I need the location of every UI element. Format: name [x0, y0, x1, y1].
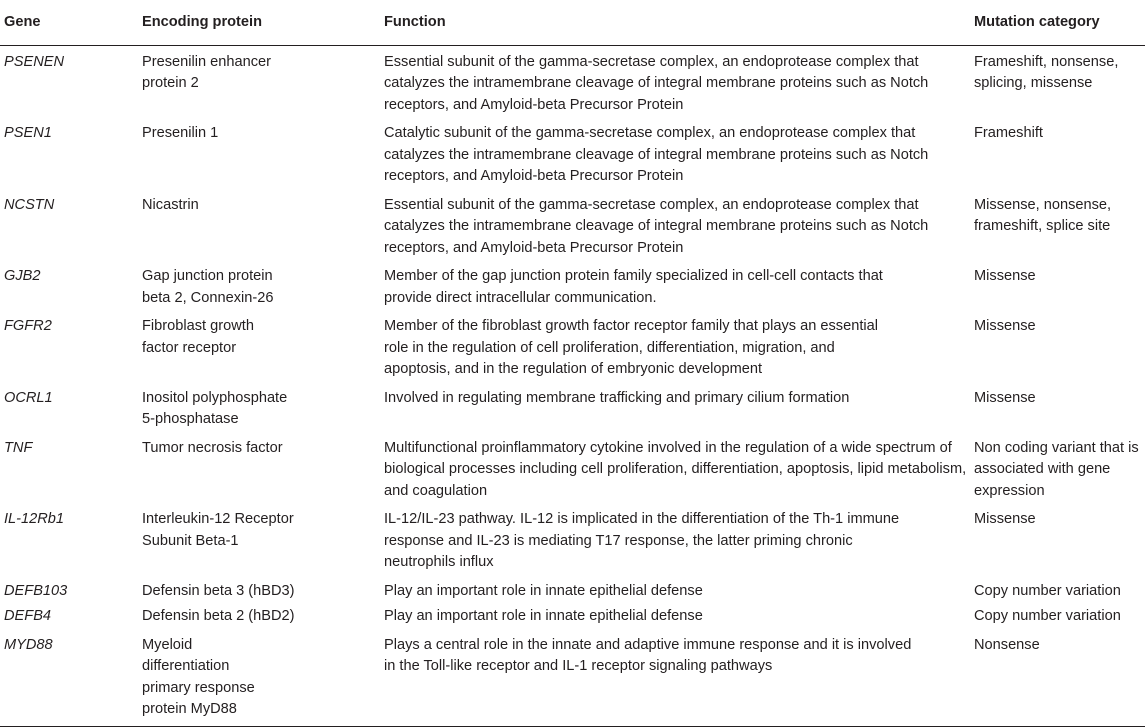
cell-mutation: Missense [974, 268, 1036, 284]
table-body [0, 45, 1145, 726]
cell-function: Catalytic subunit of the gamma-secretase complex, an endoprotease complex that catalyzes the intramembrane cleavage of integral membrane proteins such as Notch receptors, and Amyloid-beta Precursor Protein [384, 125, 929, 184]
cell-function: Involved in regulating membrane trafficking and primary cilium formation [384, 389, 850, 406]
cell-function [384, 311, 974, 383]
cell-function [384, 630, 974, 727]
cell-protein [142, 504, 384, 576]
cell-mutation: Missense [974, 511, 1036, 527]
cell-protein-text: Presenilin enhancer protein 2 [142, 53, 271, 91]
cell-gene: GJB2 [4, 268, 41, 284]
cell-gene: FGFR2 [4, 318, 52, 334]
table-header [0, 0, 1145, 45]
cell-function-text: IL-12/IL-23 pathway. IL-12 is implicated in the differentiation of the Th-1 immune response and IL-23 is mediating T17 response, the latter priming chronic neutrophils influx [384, 511, 900, 570]
cell-gene: DEFB103 [4, 582, 68, 599]
cell-function-text: Member of the fibroblast growth factor receptor family that plays an essential role in the regulation of cell proliferation, differentiation, migration, and apoptosis, and in the regulation of embryonic development [384, 318, 878, 377]
table-row [0, 576, 1145, 605]
cell-mutation: Nonsense [974, 630, 1145, 727]
header-protein: Encoding protein [142, 0, 384, 45]
cell-gene: TNF [4, 439, 33, 456]
cell-mutation: Copy number variation [974, 608, 1121, 624]
cell-protein [142, 311, 384, 383]
header-function: Function [384, 0, 974, 45]
cell-function [384, 261, 974, 311]
cell-protein [142, 383, 384, 433]
cell-mutation: Copy number variation [974, 582, 1121, 599]
cell-protein: Presenilin 1 [142, 125, 219, 141]
cell-function-text: Member of the gap junction protein family specialized in cell-cell contacts that provide direct intracellular communication. [384, 268, 883, 306]
cell-protein [142, 261, 384, 311]
header-row [0, 0, 1145, 45]
cell-protein-text: Gap junction protein beta 2, Connexin-26 [142, 268, 274, 306]
table-row [0, 311, 1145, 383]
cell-function: Play an important role in innate epithelial defense [384, 582, 703, 599]
table-row [0, 433, 1145, 505]
cell-function: Essential subunit of the gamma-secretase complex, an endoprotease complex that catalyzes the intramembrane cleavage of integral membrane proteins such as Notch receptors, and Amyloid-beta Precursor Protein [384, 53, 929, 113]
cell-protein: Defensin beta 3 (hBD3) [142, 582, 295, 599]
cell-protein: Defensin beta 2 (hBD2) [142, 608, 295, 624]
table-row [0, 504, 1145, 576]
cell-gene: MYD88 [0, 630, 142, 727]
cell-protein-text: Inositol polyphosphate 5-phosphatase [142, 389, 288, 427]
cell-function: Multifunctional proinflammatory cytokine involved in the regulation of a wide spectrum of biological processes including cell proliferation, differentiation, apoptosis, lipid metabolism, and coagulation [384, 439, 967, 499]
cell-protein [142, 45, 384, 118]
cell-protein-text: Myeloid differentiation primary response protein MyD88 [142, 636, 255, 717]
cell-protein-text: Fibroblast growth factor receptor [142, 318, 254, 356]
cell-protein: Nicastrin [142, 196, 199, 213]
cell-gene: DEFB4 [4, 608, 52, 624]
cell-protein: Tumor necrosis factor [142, 439, 283, 456]
cell-function [384, 504, 974, 576]
cell-gene: PSEN1 [4, 125, 52, 141]
cell-gene: OCRL1 [4, 389, 53, 406]
cell-mutation: Missense [974, 318, 1036, 334]
header-mutation: Mutation category [974, 0, 1145, 45]
table-row [0, 604, 1145, 630]
table-row [0, 630, 1145, 727]
cell-gene: NCSTN [4, 196, 55, 213]
cell-gene: IL-12Rb1 [4, 511, 65, 527]
cell-mutation: Missense [974, 389, 1036, 406]
cell-function: Essential subunit of the gamma-secretase complex, an endoprotease complex that catalyzes the intramembrane cleavage of integral membrane proteins such as Notch receptors, and Amyloid-beta Precursor Protein [384, 196, 929, 256]
table-row [0, 118, 1145, 190]
cell-mutation: Frameshift [974, 125, 1043, 141]
cell-gene: PSENEN [4, 53, 65, 70]
cell-function: Play an important role in innate epithelial defense [384, 608, 703, 624]
header-gene: Gene [0, 0, 142, 45]
cell-protein-text: Interleukin-12 Receptor Subunit Beta-1 [142, 511, 294, 549]
cell-mutation: Missense, nonsense, frameshift, splice site [974, 196, 1112, 234]
table-row [0, 190, 1145, 262]
table-row [0, 383, 1145, 433]
table-row [0, 261, 1145, 311]
cell-function-text: Plays a central role in the innate and adaptive immune response and it is involved in the Toll-like receptor and IL-1 receptor signaling pathways [384, 636, 912, 674]
table-row [0, 45, 1145, 118]
cell-mutation: Non coding variant that is associated with gene expression [974, 439, 1139, 499]
cell-mutation: Frameshift, nonsense, splicing, missense [974, 53, 1119, 91]
cell-protein [142, 630, 384, 727]
